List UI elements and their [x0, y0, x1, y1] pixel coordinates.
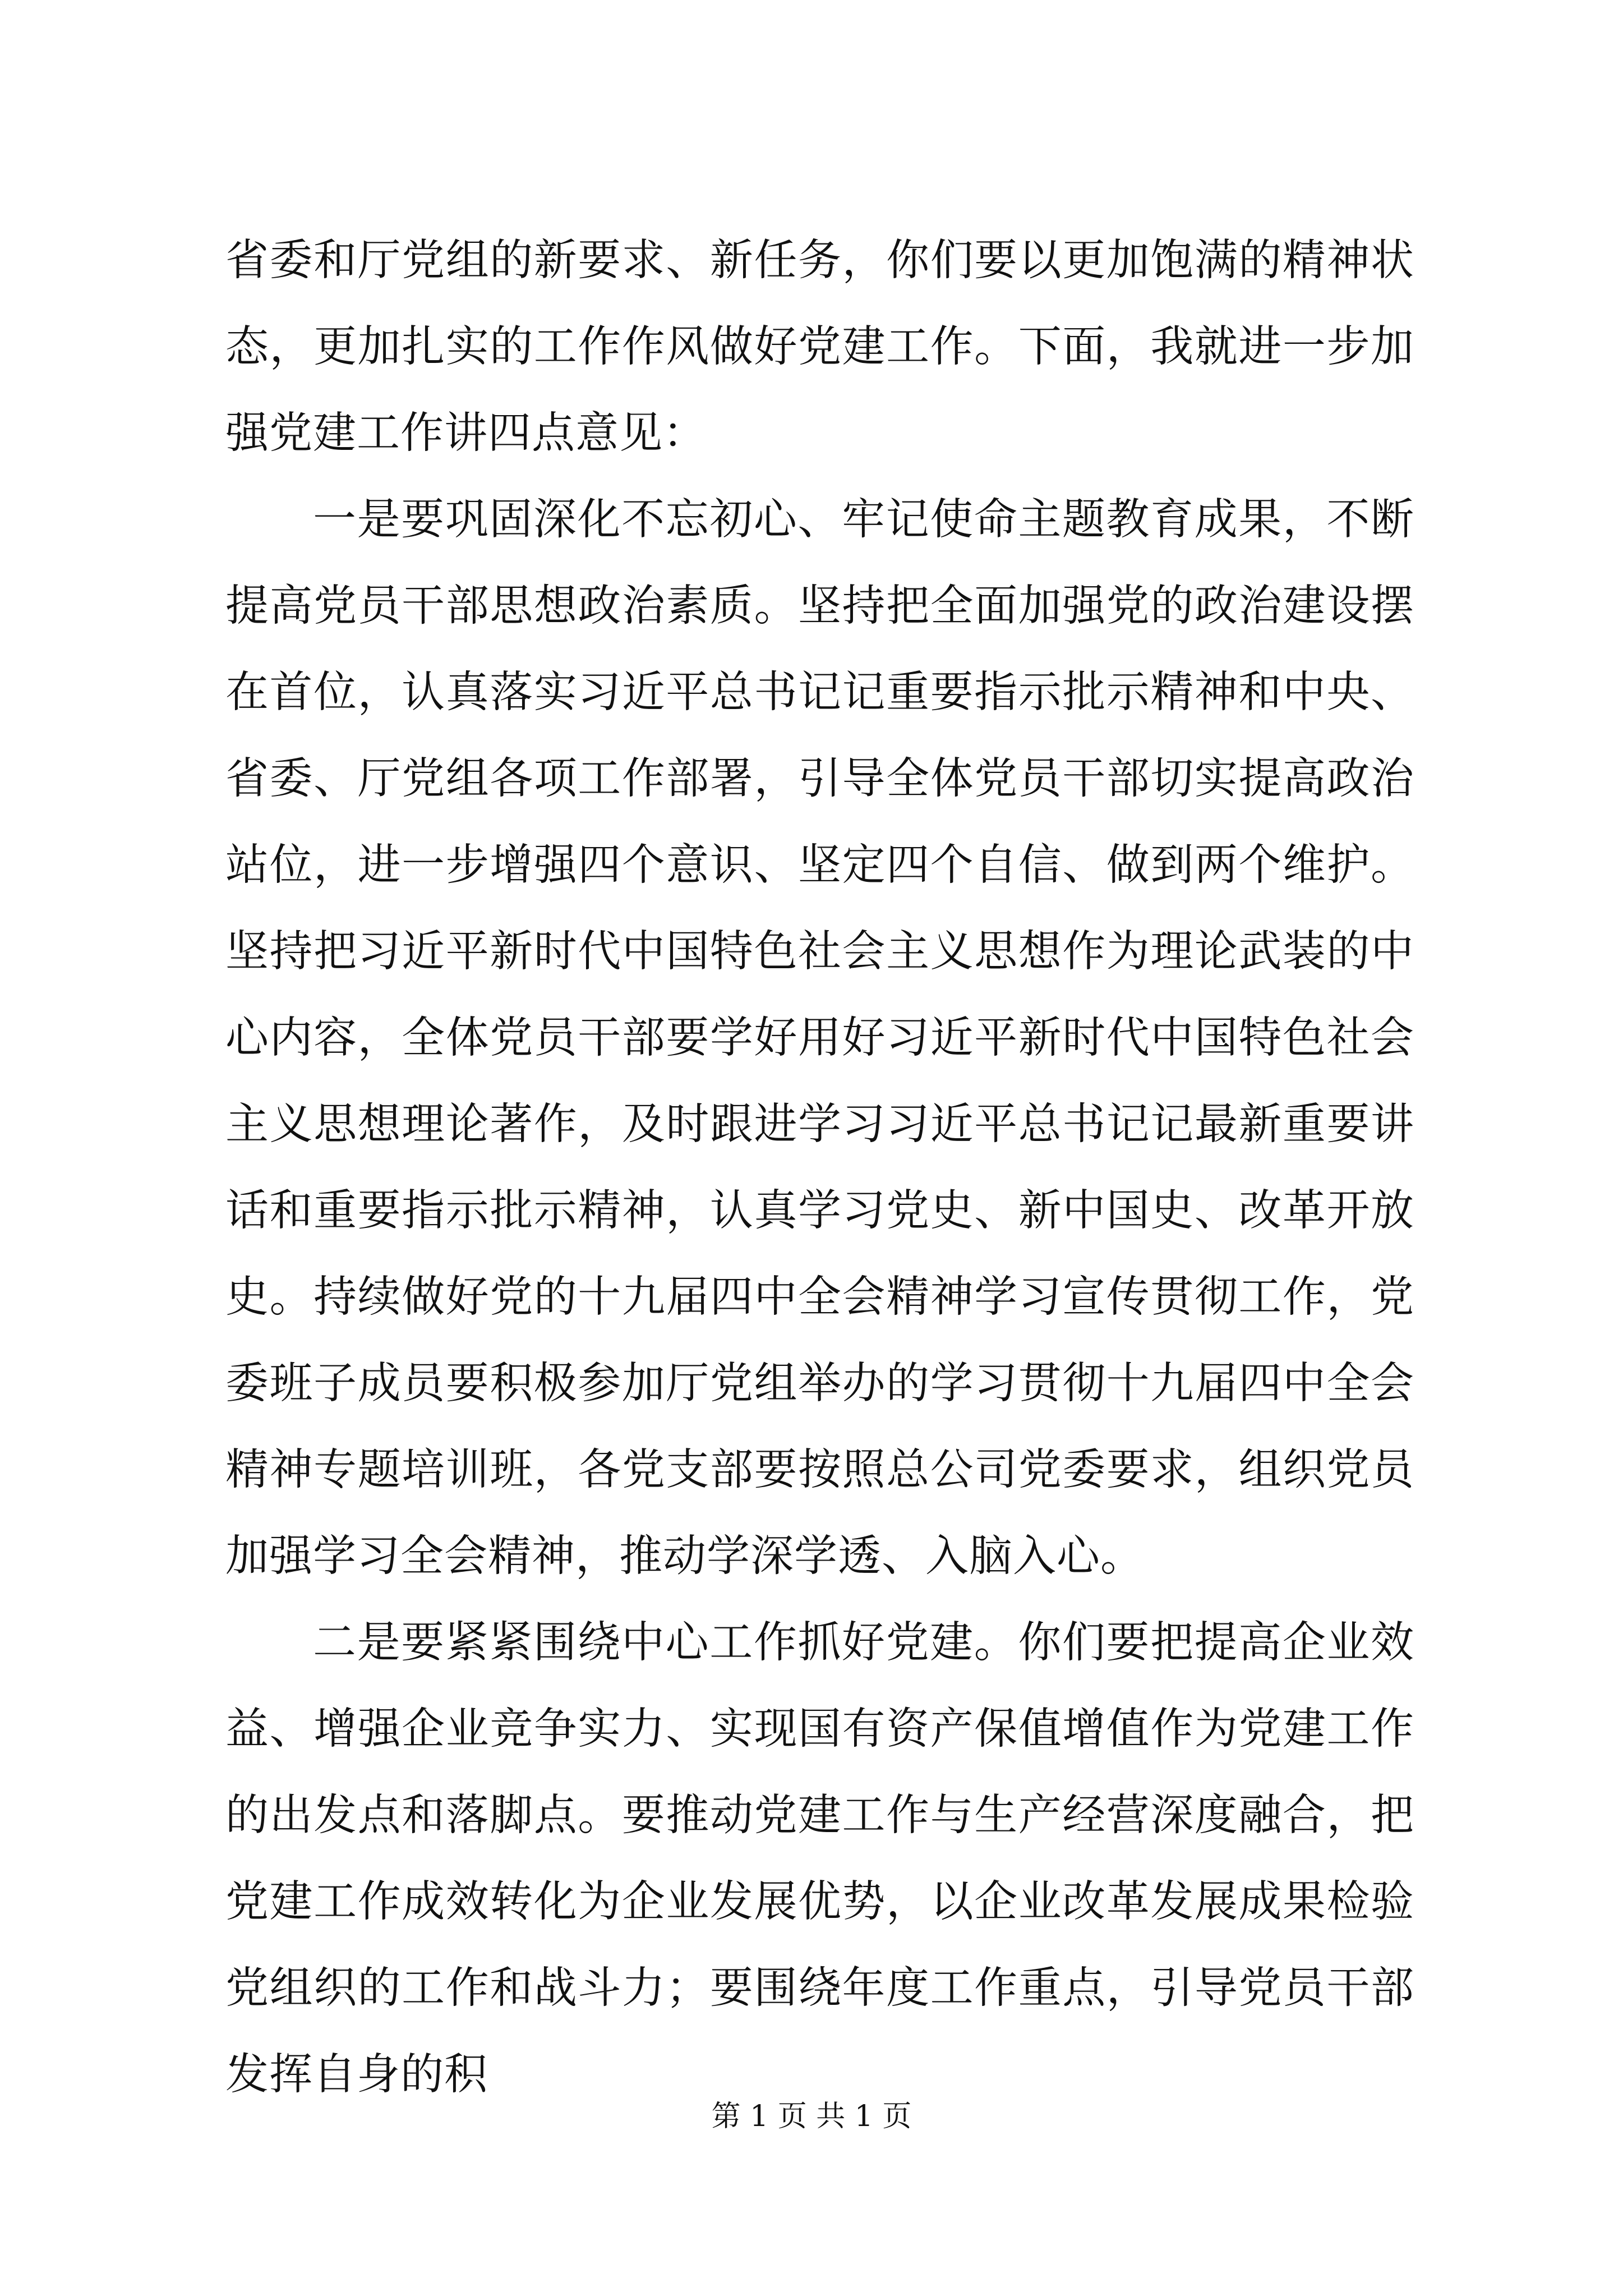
- document-body: [225, 218, 1414, 2118]
- paragraph-1: 省委和厅党组的新要求、新任务，你们要以更加饱满的精神状态，更加扎实的工作作风做好党建工作。下面，我就进一步加强党建工作讲四点意见：: [225, 236, 1414, 458]
- paragraph-3: 二是要紧紧围绕中心工作抓好党建。你们要把提高企业效益、增强企业竞争实力、实现国有资产保值增值作为党建工作的出发点和落脚点。要推动党建工作与生产经营深度融合，把党建工作成效转化为企业发展优势，以企业改革发展成果检验党组织的工作和战斗力；要围绕年度工作重点，引导党员干部发挥自身的积: [225, 1618, 1414, 2100]
- paragraph-2: 一是要巩固深化不忘初心、牢记使命主题教育成果，不断提高党员干部思想政治素质。坚持把全面加强党的政治建设摆在首位，认真落实习近平总书记记重要指示批示精神和中央、省委、厅党组各项工作部署，引导全体党员干部切实提高政治站位，进一步增强四个意识、坚定四个自信、做到两个维护。坚持把习近平新时代中国特色社会主义思想作为理论武装的中心内容，全体党员干部要学好用好习近平新时代中国特色社会主义思想理论著作，及时跟进学习习近平总书记记最新重要讲话和重要指示批示精神，认真学习党史、新中国史、改革开放史。持续做好党的十九届四中全会精神学习宣传贯彻工作，党委班子成员要积极参加厅党组举办的学习贯彻十九届四中全会精神专题培训班，各党支部要按照总公司党委要求，组织党员加强学习全会精神，推动学深学透、入脑入心。: [225, 495, 1414, 1581]
- page-footer: 第 1 页 共 1 页: [711, 2100, 912, 2133]
